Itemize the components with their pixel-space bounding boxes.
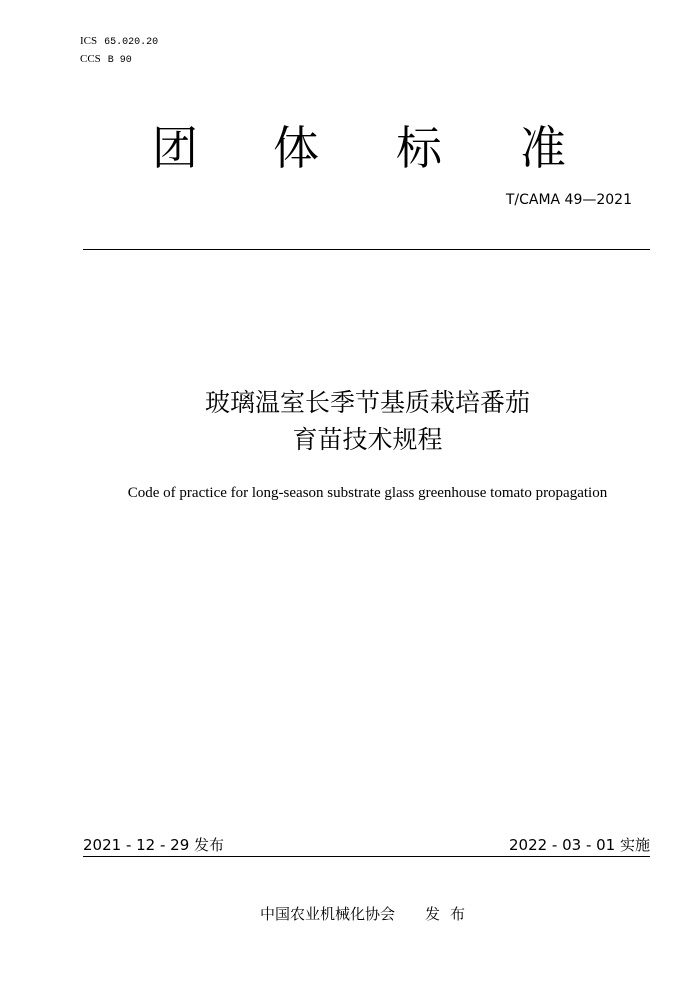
standard-number: T/CAMA 49—2021 — [505, 192, 632, 208]
title-chinese-line-1: 玻璃温室长季节基质栽培番茄 — [204, 388, 530, 417]
issue-date: 2021 - 12 - 29 发布 — [83, 836, 225, 854]
standard-type-char-2: 体 — [273, 121, 319, 175]
title-english: Code of practice for long-season substrate glass greenhouse tomato propagation — [127, 485, 608, 501]
standard-type-char-1: 团 — [152, 121, 198, 175]
footer-divider — [83, 856, 650, 857]
ics-label: ICS — [80, 35, 98, 47]
header-divider — [83, 249, 650, 250]
ics-classification — [80, 34, 158, 50]
publisher-name: 中国农业机械化协会 — [259, 905, 395, 923]
title-chinese-line-2: 育苗技术规程 — [292, 425, 443, 454]
ics-code: 65.020.20 — [104, 37, 159, 48]
ccs-label: CCS — [80, 53, 101, 65]
ccs-code: B 90 — [107, 55, 132, 66]
implementation-date: 2022 - 03 - 01 实施 — [508, 836, 650, 854]
standard-type-char-3: 标 — [396, 121, 442, 175]
ccs-classification — [80, 52, 132, 68]
standard-type-char-4: 准 — [520, 121, 566, 175]
publisher-action: 发布 — [425, 905, 476, 923]
publisher-line — [0, 904, 700, 924]
